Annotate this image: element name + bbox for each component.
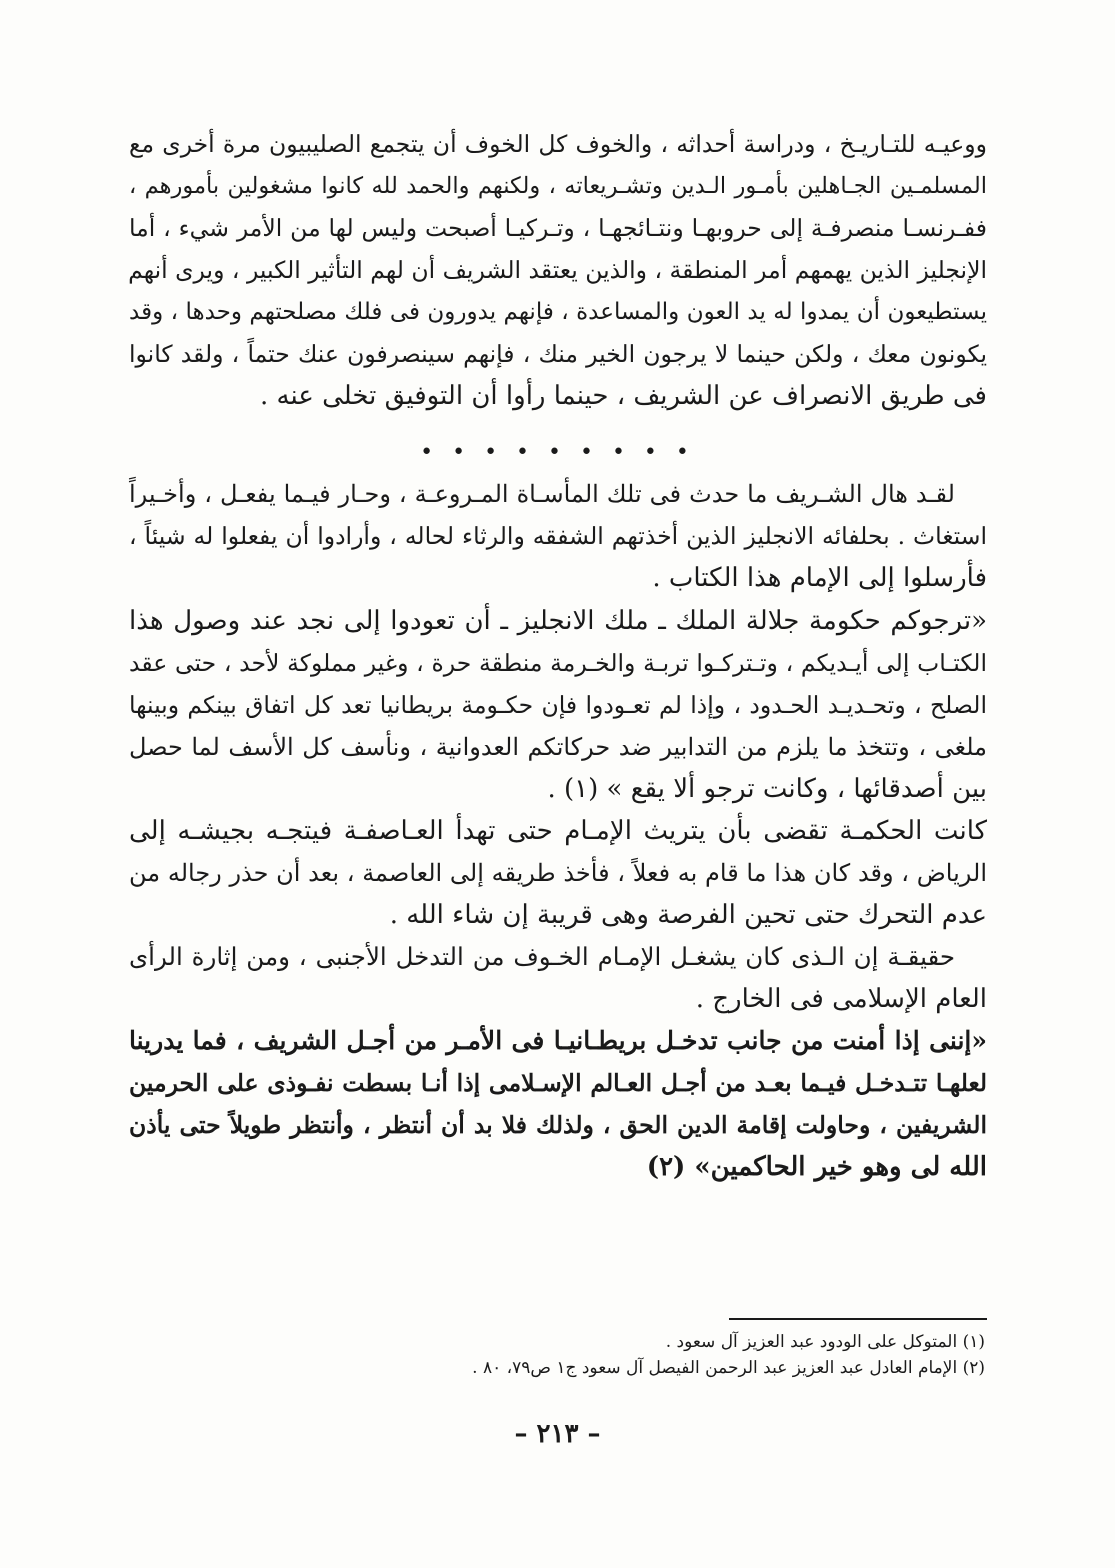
body-line: ووعيـه للتـاريـخ ، ودراسة أحداثه ، والخوف كل الخوف أن يتجمع الصليبيون مرة أخرى مع [129, 130, 987, 158]
body-line: لقـد هال الشـريف ما حدث فى تلك المأسـاة المـروعـة ، وحـار فيـما يفعـل ، وأخـيراً [129, 480, 955, 508]
bold-quote-line: لعلهـا تتـدخـل فيـما بعـد من أجـل العـالم الإسـلامى إذا أنـا بسطت نفـوذى على الحرمين [129, 1069, 987, 1097]
body-line: فى طريق الانصراف عن الشريف ، حينما رأوا أن التوفيق تخلى عنه . [260, 381, 987, 411]
quote-line: الكتـاب إلى أيـديكم ، وتـتركـوا تربـة والخـرمة منطقة حرة ، وغير مملوكة لأحد ، حتى عقد [129, 649, 987, 677]
body-line: يستطيعون أن يمدوا له يد العون والمساعدة ، فإنهم يدورون فى فلك مصلحتهم وحدها ، وقد [129, 299, 987, 325]
quote-line: بين أصدقائها ، وكانت ترجو ألا يقع » (١) . [547, 774, 987, 804]
body-line: عدم التحرك حتى تحين الفرصة وهى قريبة إن شاء الله . [389, 900, 987, 930]
bold-quote-line: «إننى إذا أمنت من جانب تدخـل بريطـانيـا فى الأمـر من أجـل الشريف ، فما يدرينا [129, 1026, 987, 1055]
footnote-1: (١) المتوكل على الودود عبد العزيز آل سعود . [665, 1332, 985, 1352]
body-line: يكونون معك ، ولكن حينما لا يرجون الخير منك ، فإنهم سينصرفون عنك حتماً ، ولقد كانوا [129, 340, 987, 368]
body-line: ففـرنسـا منصرفـة إلى حروبهـا ونتـائجهـا ، وتـركيـا أصبحت وليس لها من الأمر شيء ، أما [129, 214, 987, 242]
body-line: فأرسلوا إلى الإمام هذا الكتاب . [652, 563, 987, 593]
footnote-divider [729, 1318, 987, 1320]
bold-quote-line: الله لى وهو خير الحاكمين» (٢) [646, 1152, 987, 1182]
bold-quote-line: الشريفين ، وحاولت إقامة الدين الحق ، ولذلك فلا بد أن أنتظر ، وأنتظر طويلاً حتى يأذن [129, 1111, 987, 1139]
quote-line: الصلح ، وتحـديـد الحـدود ، وإذا لم تعـودوا فإن حكـومة بريطانيا تعد كل اتفاق بينكم وبينها [129, 691, 987, 719]
body-line: المسلمـين الجـاهلين بأمـور الـدين وتشـريعاته ، ولكنهم والحمد لله كانوا مشغولين بأمورهم ، [129, 173, 987, 199]
body-line: العام الإسلامى فى الخارج . [695, 984, 987, 1014]
body-line: الإنجليز الذين يهمهم أمر المنطقة ، والذين يعتقد الشريف أن لهم التأثير الكبير ، ويرى أنهم [128, 256, 987, 284]
section-separator: • • • • • • • • • [420, 440, 695, 465]
page-number: – ٢١٣ – [514, 1419, 601, 1449]
body-line: حقيقـة إن الـذى كان يشغـل الإمـام الخـوف من التدخل الأجنبى ، ومن إثارة الرأى [129, 942, 955, 971]
quote-line: ملغى ، وتتخذ ما يلزم من التدابير ضد حركاتكم العدوانية ، ونأسف كل الأسف لما حصل [129, 733, 987, 761]
body-line: كانت الحكمـة تقضى بأن يتريث الإمـام حتى تهدأ العـاصفـة فيتجـه بجيشـه إلى [129, 816, 987, 846]
body-line: استغاث . بحلفائه الانجليز الذين أخذتهم الشفقه والرثاء لحاله ، وأرادوا أن يفعلوا له شيئاً ، [129, 522, 987, 550]
footnote-2: (٢) الإمام العادل عبد العزيز عبد الرحمن الفيصل آل سعود ج١ ص٧٩، ٨٠ . [472, 1358, 985, 1378]
body-line: الرياض ، وقد كان هذا ما قام به فعلاً ، فأخذ طريقه إلى العاصمة ، بعد أن حذر رجاله من [129, 859, 987, 887]
quote-line: «ترجوكم حكومة جلالة الملك ـ ملك الانجليز ـ أن تعودوا إلى نجد عند وصول هذا [129, 606, 987, 636]
